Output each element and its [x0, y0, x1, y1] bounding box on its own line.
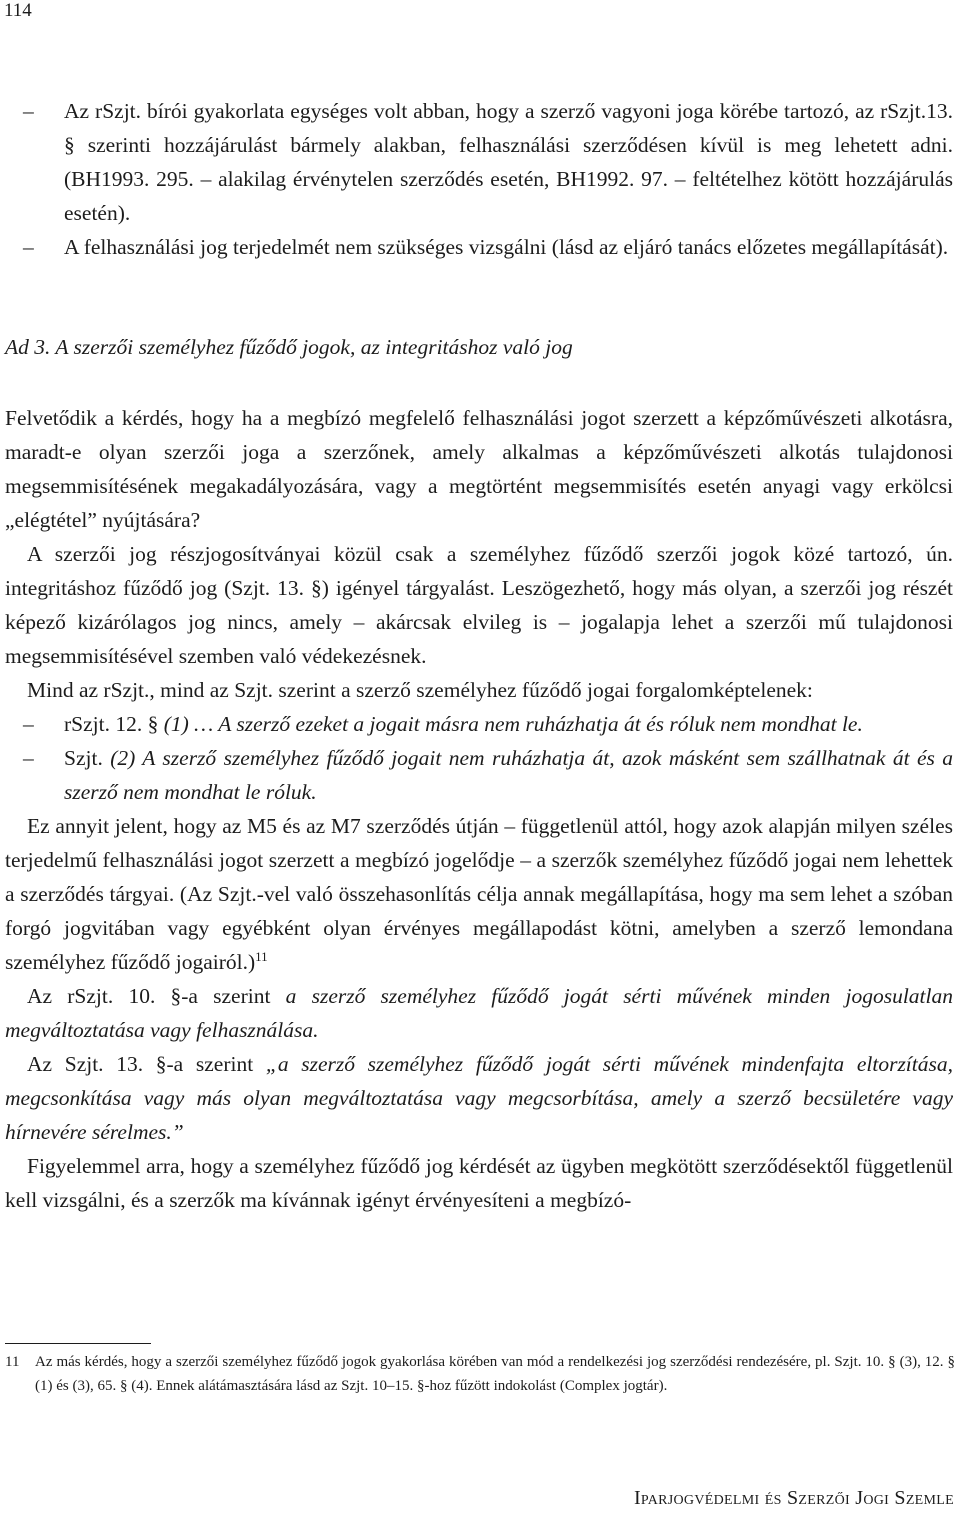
paragraph [5, 1047, 953, 1149]
dash-bullet: – [23, 712, 34, 736]
footnote [5, 1350, 955, 1398]
paragraph-text: Ez annyit jelent, hogy az M5 és az M7 szerződés útján – függetlenül attól, hogy azok alapján milyen széles terjedelmű felhasználási jogot szerzett a megbízó jogelődje – a szerzők személyhez fűződő jogai nem lehettek a szerződés tárgyai. (Az Szjt.-vel való összehasonlítás célja annak megállapítása, hogy ma sem lehet a szóban forgó jogvitában vagy egyébként olyan érvényes megállapodást kötni, amelyben a szerző lemondana személyhez fűződő jogairól.) [5, 814, 953, 974]
quoted-law-text: a szerző személyhez fűződő jogát sérti művének minden jogosulatlan megváltoztatása vagy felhasználása. [5, 984, 953, 1042]
paragraph: Figyelemmel arra, hogy a személyhez fűződő jog kérdését az ügyben megkötött szerződésektől függetlenül kell vizsgálni, és a szerzők ma kívánnak igényt érvényesíteni a megbízó- [5, 1154, 953, 1212]
paragraph-lead: Az Szjt. 13. §-a szerint [27, 1052, 266, 1076]
paragraph [5, 979, 953, 1047]
quote-source: rSzjt. 12. § [64, 712, 164, 736]
quote-text: (1) … A szerző ezeket a jogait másra nem ruházhatja át és róluk nem mondhat le. [163, 712, 863, 736]
list-item [5, 230, 953, 264]
footnote-number: 11 [5, 1354, 20, 1370]
list-item [5, 94, 953, 230]
page-number: 114 [4, 0, 32, 21]
dash-bullet: – [23, 746, 34, 770]
quoted-law-text: „a szerző személyhez fűződő jogát sérti művének mindenfajta eltorzítása, megcsonkítása vagy más olyan megváltoztatása vagy megcsorbítása, amely a szerző becsületére vagy hírnevére sérelmes.” [5, 1052, 953, 1144]
list-item-text: A felhasználási jog terjedelmét nem szükséges vizsgálni (lásd az eljáró tanács előzetes megállapítását). [64, 235, 949, 259]
footnote-text: Az más kérdés, hogy a szerzői személyhez fűződő jogok gyakorlása körében van mód a rendelkezési jog szerződési rendezésére, pl. Szjt. 10. § (3), 12. § (1) és (3), 65. § (4). Ennek alátámasztására lásd az Szjt. 10–15. §-hoz fűzött indokolást (Complex jogtár). [35, 1354, 955, 1394]
paragraph: A szerzői jog részjogosítványai közül csak a személyhez fűződő szerzői jogok közé tartozó, ún. integritáshoz fűződő jog (Szjt. 13. §) igényel tárgyalást. Leszögezhető, hogy más olyan, a szerzői jog részét képező kizárólagos jog nincs, amely – akárcsak elvileg is – jogalapja lehet a szerzői mű tulajdonosi megsemmisítésével szemben való védekezésnek. [5, 542, 953, 668]
dash-bullet: – [23, 235, 34, 259]
footnote-divider [5, 1343, 151, 1344]
list-item-text: Az rSzjt. bírói gyakorlata egységes volt abban, hogy a szerző vagyoni joga körébe tartozó, az rSzjt.13. § szerinti hozzájárulást bármely alakban, felhasználási szerződésen kívül is meg lehetett adni. (BH1993. 295. – alakilag érvénytelen szerződés esetén, BH1992. 97. – feltételhez kötött hozzájárulás esetén). [64, 99, 953, 225]
footnote-reference[interactable]: 11 [255, 949, 268, 964]
paragraph-lead: Az rSzjt. 10. §-a szerint [27, 984, 286, 1008]
body-text [5, 401, 953, 1217]
quote-text: (2) A szerző személyhez fűződő jogait nem ruházhatja át, azok másként sem szállhatnak át és a szerző nem mondhat le róluk. [64, 746, 953, 804]
paragraph: Felvetődik a kérdés, hogy ha a megbízó megfelelő felhasználási jogot szerzett a képzőművészeti alkotásra, maradt-e olyan szerzői joga a szerzőnek, amely alkalmas a képzőművészeti alkotás tulajdonosi megsemmisítésének megakadályozására, vagy a megtörtént megsemmisítés esetén anyagi vagy erkölcsi „elégtétel” nyújtására? [5, 406, 953, 532]
quote-item [5, 707, 953, 741]
paragraph: Mind az rSzjt., mind az Szjt. szerint a szerző személyhez fűződő jogai forgalomképtelenek: [27, 678, 813, 702]
quote-source: Szjt. [64, 746, 111, 770]
paragraph [5, 809, 953, 979]
dash-bullet: – [23, 99, 34, 123]
journal-title: Iparjogvédelmi és Szerzői Jogi Szemle [633, 1487, 954, 1509]
bullet-list [5, 94, 953, 264]
section-heading: Ad 3. A szerzői személyhez fűződő jogok, az integritáshoz való jog [5, 335, 573, 359]
quote-item [5, 741, 953, 809]
